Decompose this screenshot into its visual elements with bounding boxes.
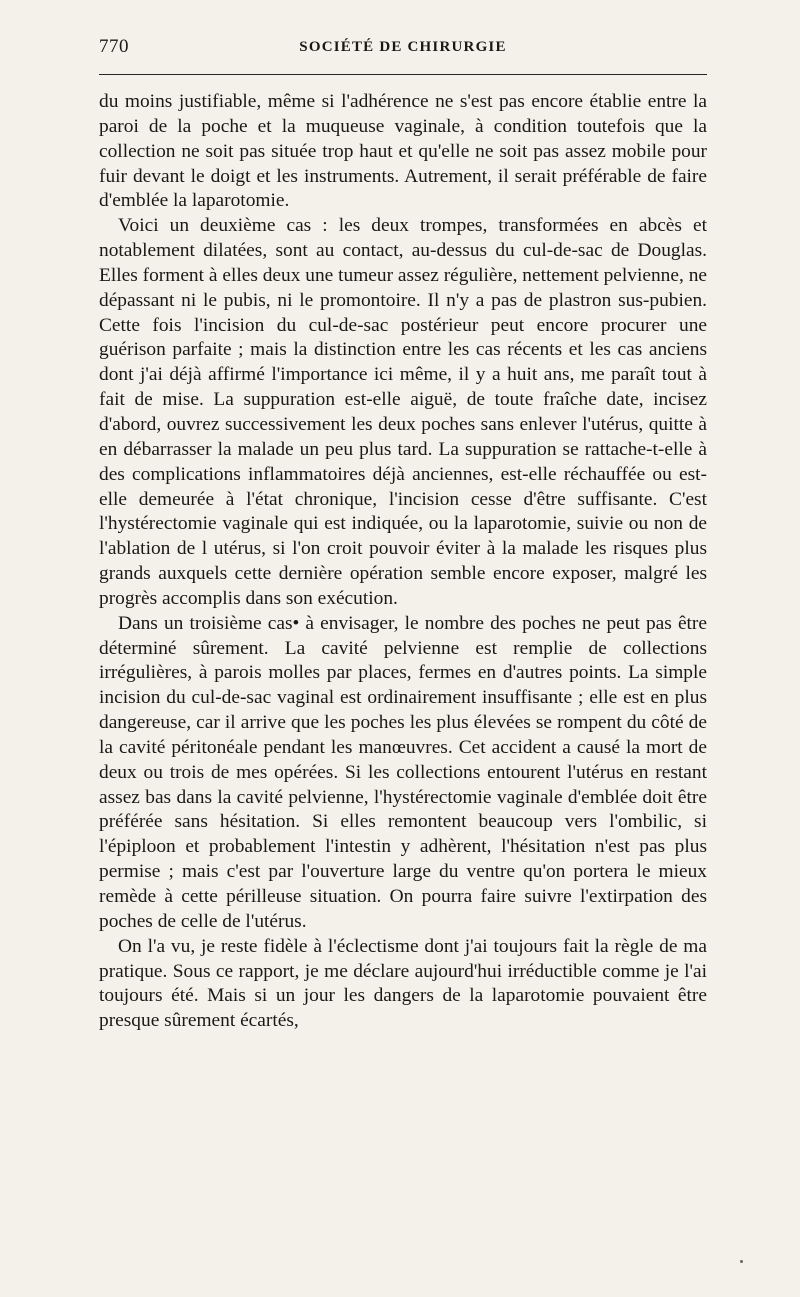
page-number: 770 [99,36,129,57]
running-title: SOCIÉTÉ DE CHIRURGIE [299,39,507,55]
body-text [99,90,707,1034]
paragraph-eclecticism: On l'a vu, je reste fidèle à l'éclectisme dont j'ai toujours fait la règle de ma pratique. Sous ce rapport, je me déclare aujourd'hui irréductible comme je l'ai toujours été. Mais si un jour les dangers de la laparotomie pouvaient être presque sûrement écartés, [99,935,707,1032]
header-rule [99,74,707,75]
paragraph-third-case: Dans un troisième cas• à envisager, le nombre des poches ne peut pas être déterminé sûrement. La cavité pelvienne est remplie de collections irrégulières, à parois molles par places, fermes en d'autres points. La simple incision du cul-de-sac vaginal est ordinairement insuffisante ; elle est en plus dangereuse, car il arrive que les poches les plus élevées se rompent du côté de la cavité péritonéale pendant les manœuvres. Cet accident a causé la mort de deux ou trois de mes opérées. Si les collections entourent l'utérus en restant assez bas dans la cavité pelvienne, l'hystérectomie vaginale d'emblée doit être préférée sans hésitation. Si elles remontent beaucoup vers l'ombilic, si l'épiploon et probablement l'intestin y adhèrent, l'hésitation n'est pas plus permise ; mais c'est par l'ouverture large du ventre qu'on portera le mieux remède à cette périlleuse situation. On pourra faire suivre l'extirpation des poches de celle de l'utérus. [99,612,707,932]
paragraph-continued: du moins justifiable, même si l'adhérence ne s'est pas encore établie entre la paroi de la poche et la muqueuse vaginale, à condition toutefois que la collection ne soit pas située trop haut et qu'elle ne soit pas assez mobile pour fuir devant le doigt et les instruments. Autrement, il serait préférable de faire d'emblée la laparotomie. [99,91,707,212]
paragraph-second-case: Voici un deuxième cas : les deux trompes, transformées en abcès et notablement dilatées, sont au contact, au-dessus du cul-de-sac de Douglas. Elles forment à elles deux une tumeur assez régulière, nettement pelvienne, ne dépassant ni le pubis, ni le promontoire. Il n'y a pas de plastron sus-pubien. Cette fois l'incision du cul-de-sac postérieur peut encore procurer une guérison parfaite ; mais la distinction entre les cas récents et les cas anciens dont j'ai déjà affirmé l'importance ici même, il y a huit ans, me paraît tout à fait de mise. La suppuration est-elle aiguë, de toute fraîche date, incisez d'abord, ouvrez successivement les deux poches sans enlever l'utérus, quitte à en débarrasser la malade un peu plus tard. La suppuration se rattache-t-elle à des complications inflammatoires déjà anciennes, est-elle réchauffée ou est-elle demeurée à l'état chronique, l'incision cesse d'être suffisante. C'est l'hystérectomie vaginale qui est indiquée, ou la laparotomie, suivie ou non de l'ablation de l utérus, si l'on croit pouvoir éviter à la malade les risques plus grands auxquels cette dernière opération semble encore exposer, malgré les progrès accomplis dans son exécution. [99,215,707,609]
print-speck [740,1260,743,1263]
running-head [99,36,707,62]
